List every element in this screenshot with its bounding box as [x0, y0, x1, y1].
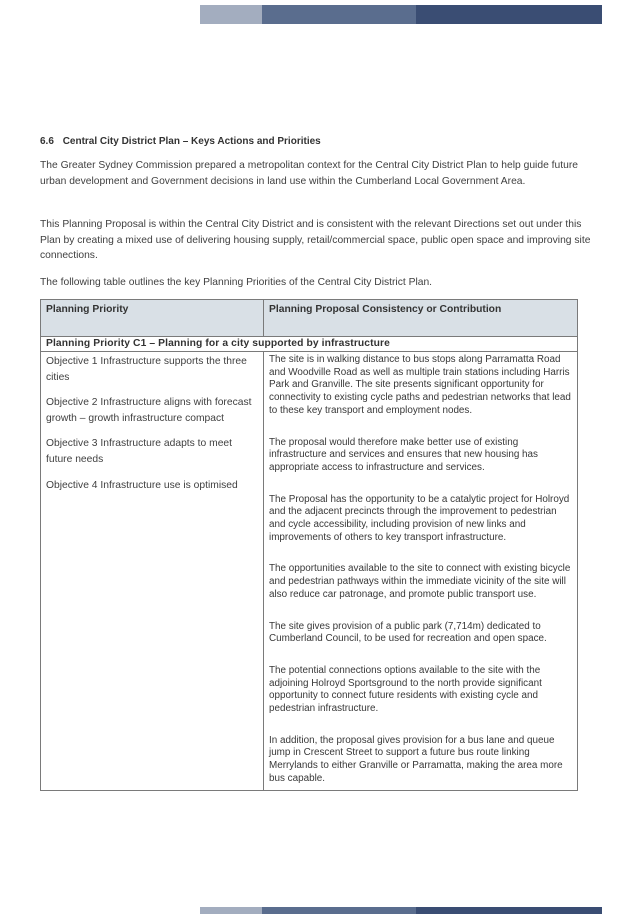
- paragraph-context: The Greater Sydney Commission prepared a metropolitan context for the Central City District Plan to help guide future urban development and Government decisions in land use within the Cumberland Local Government Area.: [40, 160, 578, 187]
- objective-3: Objective 3 Infrastructure adapts to meet future needs: [46, 438, 233, 465]
- paragraph-table-intro: The following table outlines the key Planning Priorities of the Central City District Plan.: [40, 277, 433, 288]
- section-number: 6.6: [40, 136, 54, 147]
- objective-2: Objective 2 Infrastructure aligns with forecast growth – growth infrastructure compact: [46, 397, 252, 424]
- objectives-cell: [41, 352, 264, 791]
- footer-decorative-bar: [200, 907, 602, 914]
- consistency-bus-lane: In addition, the proposal gives provision for a bus lane and queue jump in Crescent Street to support a future bus route linking Merrylands to either Granville or Parramatta, making the area more bus capable.: [269, 734, 563, 784]
- consistency-catalytic: The Proposal has the opportunity to be a catalytic project for Holroyd and the adjacent precincts through the improvement to pedestrian and cycle accessibility, including provision of new links and improvements of others to key transport infrastructure.: [269, 493, 570, 543]
- consistency-transport: The site is in walking distance to bus stops along Parramatta Road and Woodville Road as well as multiple train stations including Harris Park and Granville. The site presents significant opportunity for connectivity to existing cycle paths and pedestrian networks that lead to these key transport and employment nodes.: [269, 354, 571, 416]
- header-decorative-bar: [200, 5, 602, 24]
- consistency-sportsground: The potential connections options available to the site with the adjoining Holroyd Sportsground to the north provide significant opportunity to connect future residents with existing cycle and pedestrian infrastructure.: [269, 664, 542, 715]
- section-title: Central City District Plan – Keys Actions and Priorities: [62, 136, 321, 147]
- paragraph-consistency: This Planning Proposal is within the Central City District and is consistent with the relevant Directions set out under this Plan by creating a mixed use of delivering housing supply, retail/commercial space, public open space and improving site connections.: [40, 219, 591, 262]
- objective-4: Objective 4 Infrastructure use is optimised: [46, 479, 238, 491]
- consistency-infrastructure: The proposal would therefore make better use of existing infrastructure and services and ensures that new housing has appropriate access to infrastructure and services.: [269, 436, 538, 473]
- column-header-consistency: Planning Proposal Consistency or Contribution: [264, 300, 578, 337]
- section-heading: [40, 136, 321, 147]
- bar-segment-light: [200, 5, 262, 24]
- objective-1: Objective 1 Infrastructure supports the three cities: [46, 356, 247, 383]
- priority-c1-label: Planning Priority C1 – Planning for a city supported by infrastructure: [41, 337, 578, 352]
- bar-segment-dark: [416, 907, 602, 914]
- bar-segment-dark: [416, 5, 602, 24]
- priority-row: [41, 337, 578, 352]
- table-header-row: [41, 300, 578, 337]
- consistency-cell: [264, 352, 578, 791]
- planning-priorities-table: [40, 299, 578, 791]
- consistency-public-park: The site gives provision of a public park (7,714m) dedicated to Cumberland Council, to be used for recreation and open space.: [269, 620, 547, 645]
- bar-segment-mid: [262, 5, 416, 24]
- column-header-priority: Planning Priority: [41, 300, 264, 337]
- bar-segment-light: [200, 907, 262, 914]
- table-row: [41, 352, 578, 791]
- consistency-pathways: The opportunities available to the site to connect with existing bicycle and pedestrian pathways within the immediate vicinity of the site will also reduce car patronage, and promote public transport use.: [269, 563, 571, 600]
- bar-segment-mid: [262, 907, 416, 914]
